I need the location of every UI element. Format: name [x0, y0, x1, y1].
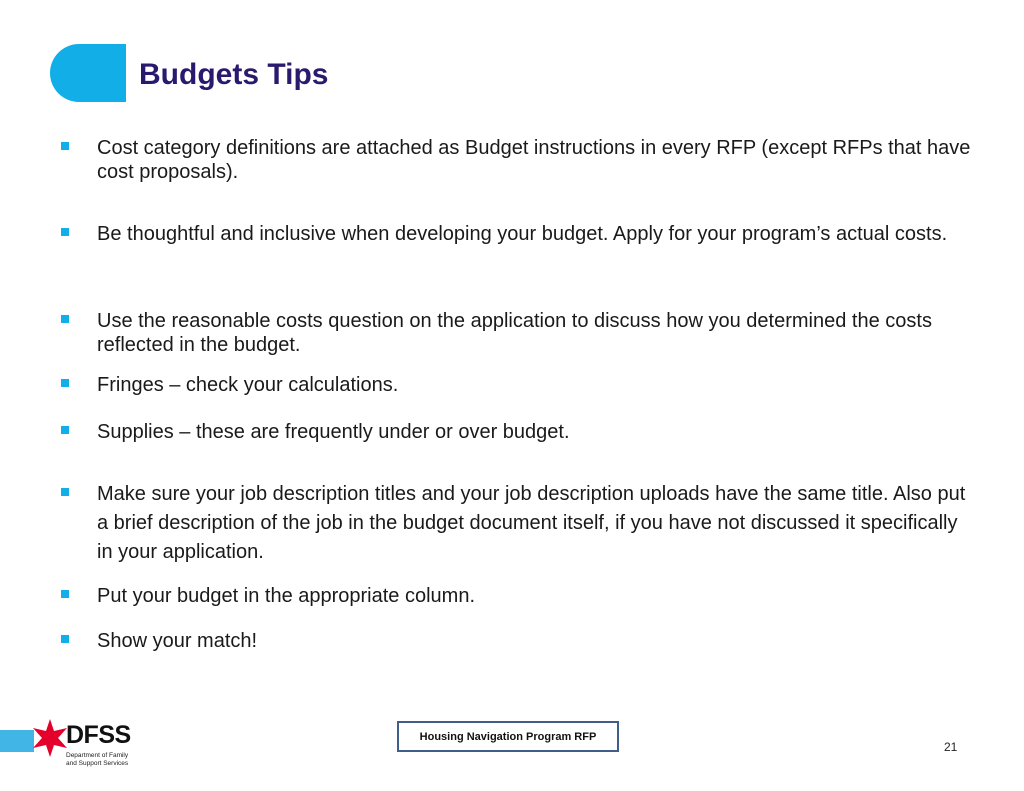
bullet-text: Show your match!: [97, 630, 258, 652]
chicago-star-icon: [30, 718, 70, 758]
bullet-marker: [61, 315, 69, 323]
bullet-marker: [61, 228, 69, 236]
logo-subtitle: [66, 752, 128, 767]
program-label: Housing Navigation Program RFP: [419, 730, 597, 743]
bullet-text: Use the reasonable costs question on the application to discuss how you determined the costs reflected in the budget.: [97, 310, 932, 356]
bullet-text: Cost category definitions are attached as Budget instructions in every RFP (except RFPs that have cost proposals).: [97, 137, 971, 183]
bullet-text: Put your budget in the appropriate column.: [97, 585, 476, 607]
page-number: 21: [944, 740, 958, 754]
bullet-text: Be thoughtful and inclusive when developing your budget. Apply for your program’s actual costs.: [97, 223, 948, 245]
bullet-marker: [61, 488, 69, 496]
bullet-text: Supplies – these are frequently under or over budget.: [97, 421, 570, 443]
bullet-marker: [61, 142, 69, 150]
logo-subtitle-line-2: and Support Services: [66, 759, 129, 767]
program-label-box: [397, 721, 619, 752]
bullet-marker: [61, 635, 69, 643]
slide-title: Budgets Tips: [139, 58, 329, 91]
dfss-logo: [0, 716, 140, 776]
bullet-marker: [61, 426, 69, 434]
bullet-text: Fringes – check your calculations.: [97, 374, 399, 396]
bullet-marker: [61, 379, 69, 387]
logo-blue-bar: [0, 730, 34, 752]
bullet-marker: [61, 590, 69, 598]
logo-subtitle-line-1: Department of Family: [66, 752, 129, 759]
bullet-text: Make sure your job description titles and your job description uploads have the same title. Also put a brief description of the job in the budget document itself, if you have not discussed it specifically in your application.: [97, 483, 966, 563]
logo-name: DFSS: [66, 721, 131, 749]
